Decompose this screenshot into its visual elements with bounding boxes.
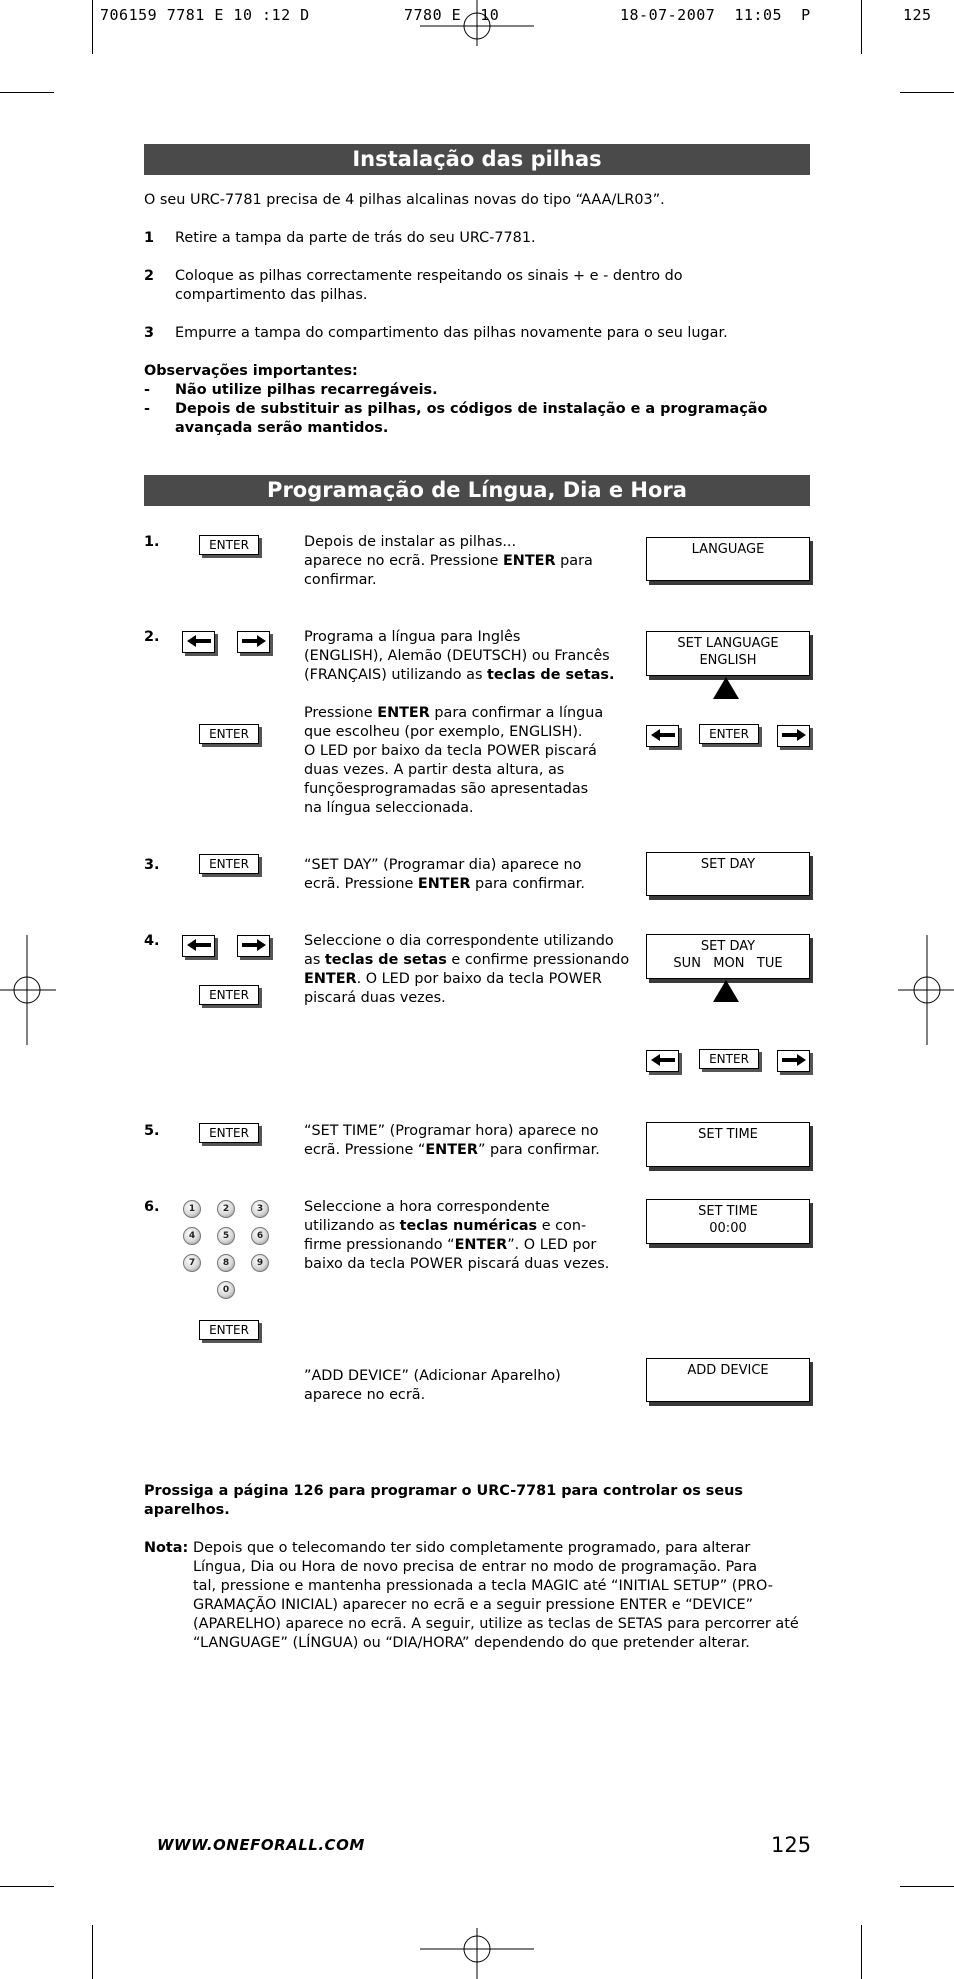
left-arrow-key xyxy=(646,725,679,747)
step-number: 6. xyxy=(144,1199,160,1215)
section-title-battery: Instalação das pilhas xyxy=(144,144,810,175)
footer-url: WWW.ONEFORALL.COM xyxy=(157,1836,365,1854)
enter-key: ENTER xyxy=(699,724,759,744)
step2-text: Programa a língua para Inglês (ENGLISH), Alemão (DEUTSCH) ou Francês (FRANÇAIS) utilizando as teclas de setas. xyxy=(304,629,615,683)
step-number: 2. xyxy=(144,629,160,645)
pointer-triangle xyxy=(713,980,739,1002)
pointer-triangle xyxy=(713,677,739,699)
add-device-text: ”ADD DEVICE” (Adicionar Aparelho) aparece no ecrã. xyxy=(304,1368,561,1403)
step-number: 4. xyxy=(144,933,160,949)
enter-key: ENTER xyxy=(199,724,259,744)
notes-title: Observações importantes: xyxy=(144,363,358,379)
slug-center: 7780 E 10 xyxy=(404,6,500,24)
left-arrow-icon xyxy=(650,1053,676,1067)
step6-text: Seleccione a hora correspondente utilizando as teclas numéricas e con- firme pressionando “ENTER”. O LED por baixo da tecla POWER piscará duas vezes. xyxy=(304,1199,610,1272)
registration-mark-bottom xyxy=(420,1928,534,1979)
left-arrow-icon xyxy=(650,728,676,742)
battery-step-text: Coloque as pilhas correctamente respeitando os sinais + e - dentro do xyxy=(175,268,683,284)
digit-key: 2 xyxy=(217,1200,235,1218)
enter-key: ENTER xyxy=(199,1123,259,1143)
lcd-display: SET TIME xyxy=(646,1122,810,1167)
battery-intro: O seu URC-7781 precisa de 4 pilhas alcalinas novas do tipo “AAA/LR03”. xyxy=(144,192,665,208)
battery-step-number: 2 xyxy=(144,268,155,284)
digit-key: 5 xyxy=(217,1227,235,1245)
step4-text: Seleccione o dia correspondente utilizando as teclas de setas e confirme pressionando ENTER. O LED por baixo da tecla POWER piscará duas vezes. xyxy=(304,933,630,1006)
digit-key: 3 xyxy=(251,1200,269,1218)
left-arrow-key xyxy=(182,631,215,653)
enter-key: ENTER xyxy=(199,535,259,555)
lcd-display: SET LANGUAGE ENGLISH xyxy=(646,631,810,676)
left-arrow-key xyxy=(182,935,215,957)
slug-date: 18-07-2007 11:05 P xyxy=(620,6,811,24)
digit-key: 8 xyxy=(217,1254,235,1272)
note-dash: - xyxy=(144,401,150,417)
step-number: 5. xyxy=(144,1123,160,1139)
right-arrow-icon xyxy=(241,634,267,648)
battery-step-text: Retire a tampa da parte de trás do seu URC-7781. xyxy=(175,230,536,246)
step5-text: “SET TIME” (Programar hora) aparece no ecrã. Pressione “ENTER” para confirmar. xyxy=(304,1123,600,1158)
right-arrow-icon xyxy=(781,728,807,742)
right-arrow-key xyxy=(237,935,270,957)
digit-key: 9 xyxy=(251,1254,269,1272)
left-arrow-key xyxy=(646,1050,679,1072)
right-arrow-key xyxy=(237,631,270,653)
note-dash: - xyxy=(144,382,150,398)
left-arrow-icon xyxy=(186,634,212,648)
registration-mark-right xyxy=(898,935,954,1045)
right-arrow-key xyxy=(777,725,810,747)
digit-key: 6 xyxy=(251,1227,269,1245)
digit-key: 0 xyxy=(217,1281,235,1299)
step3-text: “SET DAY” (Programar dia) aparece no ecrã. Pressione ENTER para confirmar. xyxy=(304,857,585,892)
left-arrow-icon xyxy=(186,938,212,952)
slug-page: 125 xyxy=(903,6,932,24)
step-number: 3. xyxy=(144,857,160,873)
lcd-display: SET DAY SUN MON TUE xyxy=(646,934,810,979)
battery-step-number: 3 xyxy=(144,325,155,341)
note-text: Depois de substituir as pilhas, os códigos de instalação e a programação xyxy=(175,401,768,417)
step2-confirm-text: Pressione ENTER para confirmar a língua que escolheu (por exemplo, ENGLISH). O LED por baixo da tecla POWER piscará duas vezes. A partir desta altura, as funçõesprogramadas são apresentadas na língua seleccionada. xyxy=(304,705,604,816)
lcd-display: SET TIME 00:00 xyxy=(646,1199,810,1244)
note-text: avançada serão mantidos. xyxy=(175,420,389,436)
note-text: Não utilize pilhas recarregáveis. xyxy=(175,382,438,398)
lcd-display: SET DAY xyxy=(646,852,810,896)
step-number: 1. xyxy=(144,534,160,550)
digit-key: 1 xyxy=(183,1200,201,1218)
registration-mark-left xyxy=(0,935,56,1045)
section-title-programming: Programação de Língua, Dia e Hora xyxy=(144,475,810,506)
right-arrow-key xyxy=(777,1050,810,1072)
battery-step-number: 1 xyxy=(144,230,155,246)
digit-key: 7 xyxy=(183,1254,201,1272)
enter-key: ENTER xyxy=(199,1320,259,1340)
nota-label: Nota: xyxy=(144,1540,189,1556)
lcd-display: LANGUAGE xyxy=(646,537,810,581)
continue-instruction: Prossiga a página 126 para programar o URC-7781 para controlar os seus aparelhos. xyxy=(144,1483,743,1518)
right-arrow-icon xyxy=(781,1053,807,1067)
battery-step-text: Empurre a tampa do compartimento das pilhas novamente para o seu lugar. xyxy=(175,325,728,341)
enter-key: ENTER xyxy=(699,1049,759,1069)
step1-text: Depois de instalar as pilhas... aparece no ecrã. Pressione ENTER para confirmar. xyxy=(304,534,593,588)
enter-key: ENTER xyxy=(199,854,259,874)
nota-text: Depois que o telecomando ter sido completamente programado, para alterar Língua, Dia ou Hora de novo precisa de entrar no modo de programação. Para tal, pressione e mantenha pressionada a tecla MAGIC até “INITIAL SETUP” (PRO- GRAMAÇÃO INICIAL) aparecer no ecrã e a seguir pressione ENTER e “DEVICE” (APARELHO) aparece no ecrã. A seguir, utilize as teclas de SETAS para percorrer até “LANGUAGE” (LÍNGUA) ou “DIA/HORA” dependendo do que pretender alterar. xyxy=(193,1540,799,1651)
slug-job-id: 706159 7781 E 10 :12 D xyxy=(100,6,310,24)
digit-key: 4 xyxy=(183,1227,201,1245)
battery-step-text: compartimento das pilhas. xyxy=(175,287,368,303)
lcd-display: ADD DEVICE xyxy=(646,1358,810,1402)
page-number: 125 xyxy=(771,1833,812,1857)
enter-key: ENTER xyxy=(199,985,259,1005)
registration-mark-top xyxy=(420,0,534,48)
right-arrow-icon xyxy=(241,938,267,952)
